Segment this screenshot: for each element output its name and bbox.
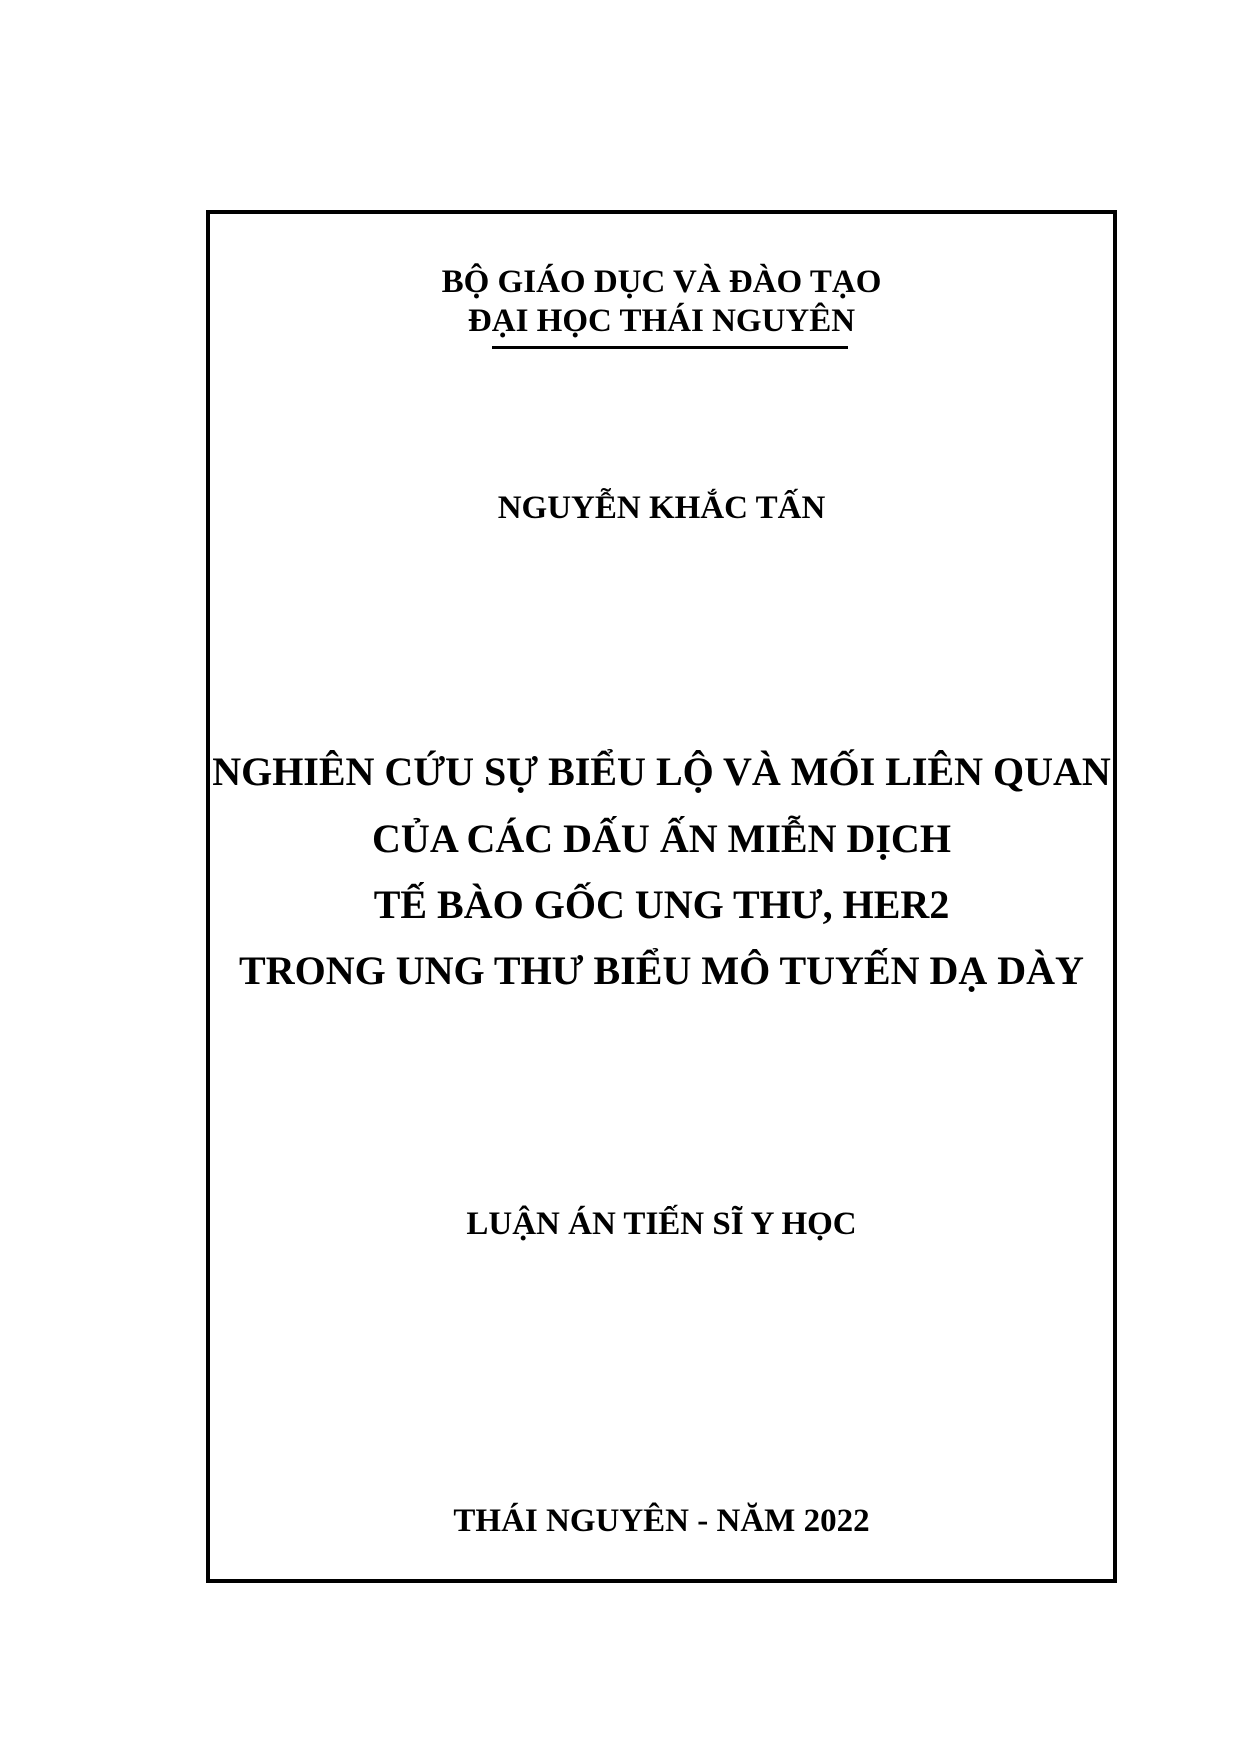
university-name: ĐẠI HỌC THÁI NGUYÊN: [467, 303, 856, 339]
header-divider: [492, 346, 848, 349]
place-and-year: THÁI NGUYÊN - NĂM 2022: [453, 1503, 870, 1539]
thesis-title-line-1: NGHIÊN CỨU SỰ BIỂU LỘ VÀ MỐI LIÊN QUAN: [212, 749, 1111, 794]
ministry-name: BỘ GIÁO DỤC VÀ ĐÀO TẠO: [441, 264, 882, 300]
author-name: NGUYỄN KHẮC TẤN: [497, 490, 826, 526]
thesis-title-line-3: TẾ BÀO GỐC UNG THƯ, HER2: [373, 882, 950, 927]
thesis-title-line-2: CỦA CÁC DẤU ẤN MIỄN DỊCH: [372, 816, 951, 861]
thesis-title-line-4: TRONG UNG THƯ BIỂU MÔ TUYẾN DẠ DÀY: [239, 948, 1084, 993]
degree-label: LUẬN ÁN TIẾN SĨ Y HỌC: [466, 1206, 857, 1242]
cover-border-frame: [206, 210, 1117, 1583]
